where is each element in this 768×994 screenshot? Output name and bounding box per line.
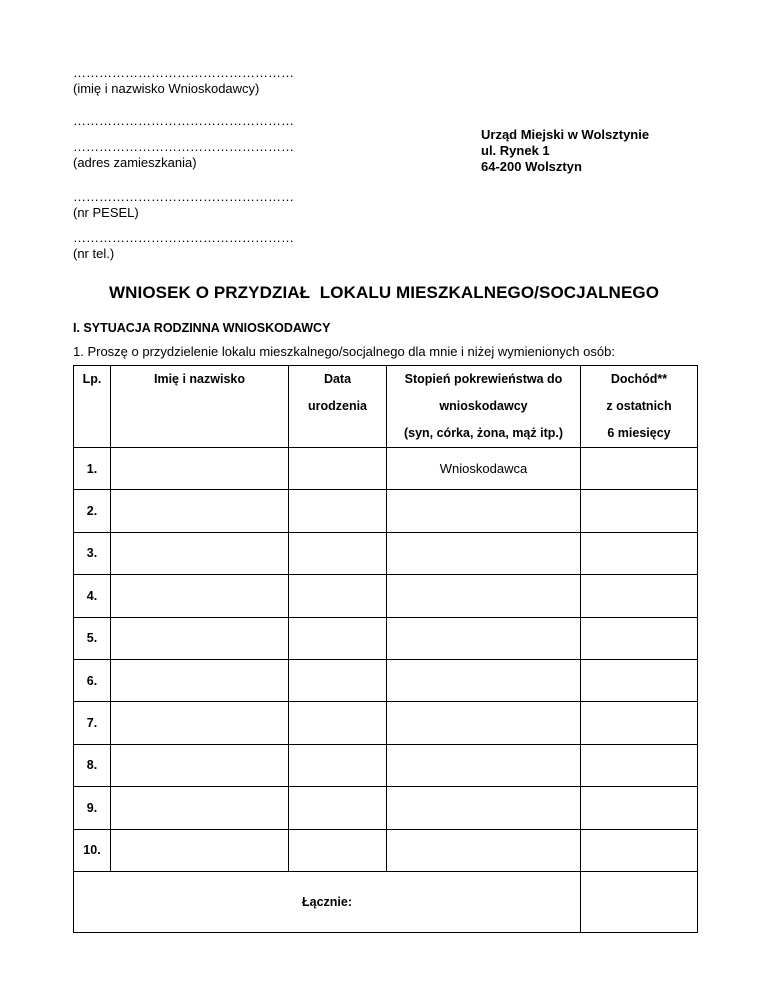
phone-label: (nr tel.)	[73, 246, 115, 261]
relation-cell[interactable]	[387, 490, 581, 532]
name-cell[interactable]	[111, 575, 289, 617]
applicant-name-dots: ……………………………………………	[73, 65, 294, 80]
income-cell[interactable]	[581, 490, 698, 532]
table-row	[74, 787, 698, 829]
name-cell[interactable]	[111, 617, 289, 659]
header-name: Imię i nazwisko	[111, 366, 289, 448]
relation-cell[interactable]	[387, 744, 581, 786]
table-row	[74, 532, 698, 574]
table-row	[74, 744, 698, 786]
income-cell[interactable]	[581, 532, 698, 574]
relation-cell[interactable]	[387, 659, 581, 701]
name-cell[interactable]	[111, 744, 289, 786]
relation-cell[interactable]	[387, 532, 581, 574]
row-number: 1.	[74, 448, 111, 490]
row-number: 8.	[74, 744, 111, 786]
income-cell[interactable]	[581, 617, 698, 659]
recipient-line3: 64-200 Wolsztyn	[481, 159, 582, 174]
phone-dots: ……………………………………………	[73, 230, 294, 245]
recipient-address	[481, 127, 649, 175]
table-row	[74, 617, 698, 659]
dob-cell[interactable]	[289, 829, 387, 871]
table-row	[74, 490, 698, 532]
row-number: 4.	[74, 575, 111, 617]
dob-cell[interactable]	[289, 532, 387, 574]
income-cell[interactable]	[581, 448, 698, 490]
relation-cell[interactable]	[387, 575, 581, 617]
header-dob: Data urodzenia	[289, 366, 387, 448]
name-cell[interactable]	[111, 532, 289, 574]
section-heading: I. SYTUACJA RODZINNA WNIOSKODAWCY	[73, 321, 331, 335]
dob-cell[interactable]	[289, 490, 387, 532]
row-number: 7.	[74, 702, 111, 744]
row-number: 5.	[74, 617, 111, 659]
income-cell[interactable]	[581, 702, 698, 744]
dob-cell[interactable]	[289, 787, 387, 829]
pesel-field[interactable]	[73, 189, 333, 221]
name-cell[interactable]	[111, 829, 289, 871]
relation-cell[interactable]	[387, 448, 581, 490]
table-row	[74, 659, 698, 701]
dob-cell[interactable]	[289, 702, 387, 744]
address-line1-dots: ……………………………………………	[73, 113, 294, 128]
table-row	[74, 448, 698, 490]
intro-text: 1. Proszę o przydzielenie lokalu mieszkalnego/socjalnego dla mnie i niżej wymienionych osób:	[73, 344, 615, 359]
income-cell[interactable]	[581, 659, 698, 701]
row-number: 10.	[74, 829, 111, 871]
applicant-name-field[interactable]	[73, 65, 333, 97]
relation-cell[interactable]	[387, 787, 581, 829]
header-relation: Stopień pokrewieństwa do wnioskodawcy (syn, córka, żona, mąż itp.)	[387, 366, 581, 448]
pesel-label: (nr PESEL)	[73, 205, 139, 220]
header-income: Dochód** z ostatnich 6 miesięcy	[581, 366, 698, 448]
table-header-row	[74, 366, 698, 448]
document-title: WNIOSEK O PRZYDZIAŁ LOKALU MIESZKALNEGO/SOCJALNEGO	[108, 283, 660, 302]
name-cell[interactable]	[111, 787, 289, 829]
address-line1-field[interactable]	[73, 113, 333, 129]
row-number: 6.	[74, 659, 111, 701]
relation-cell[interactable]	[387, 829, 581, 871]
income-cell[interactable]	[581, 744, 698, 786]
dob-cell[interactable]	[289, 448, 387, 490]
address-dots: ……………………………………………	[73, 139, 294, 154]
total-label: Łącznie:	[74, 871, 581, 932]
recipient-line2: ul. Rynek 1	[481, 143, 550, 158]
address-label: (adres zamieszkania)	[73, 155, 197, 170]
row-number: 2.	[74, 490, 111, 532]
table-row	[74, 702, 698, 744]
recipient-line1: Urząd Miejski w Wolsztynie	[481, 127, 650, 142]
header-lp: Lp.	[74, 366, 111, 448]
pesel-dots: ……………………………………………	[73, 189, 294, 204]
name-cell[interactable]	[111, 659, 289, 701]
dob-cell[interactable]	[289, 575, 387, 617]
address-field[interactable]	[73, 139, 333, 171]
name-cell[interactable]	[111, 702, 289, 744]
phone-field[interactable]	[73, 230, 333, 262]
relation-cell[interactable]	[387, 617, 581, 659]
dob-cell[interactable]	[289, 744, 387, 786]
table-row	[74, 829, 698, 871]
relation-applicant-label: Wnioskodawca	[439, 461, 528, 476]
dob-cell[interactable]	[289, 659, 387, 701]
total-income-cell[interactable]	[581, 871, 698, 932]
total-row	[74, 871, 698, 932]
name-cell[interactable]	[111, 490, 289, 532]
row-number: 9.	[74, 787, 111, 829]
row-number: 3.	[74, 532, 111, 574]
applicant-name-label: (imię i nazwisko Wnioskodawcy)	[73, 81, 260, 96]
income-cell[interactable]	[581, 829, 698, 871]
income-cell[interactable]	[581, 575, 698, 617]
dob-cell[interactable]	[289, 617, 387, 659]
table-row	[74, 575, 698, 617]
relation-cell[interactable]	[387, 702, 581, 744]
name-cell[interactable]	[111, 448, 289, 490]
income-cell[interactable]	[581, 787, 698, 829]
family-table	[73, 365, 698, 933]
